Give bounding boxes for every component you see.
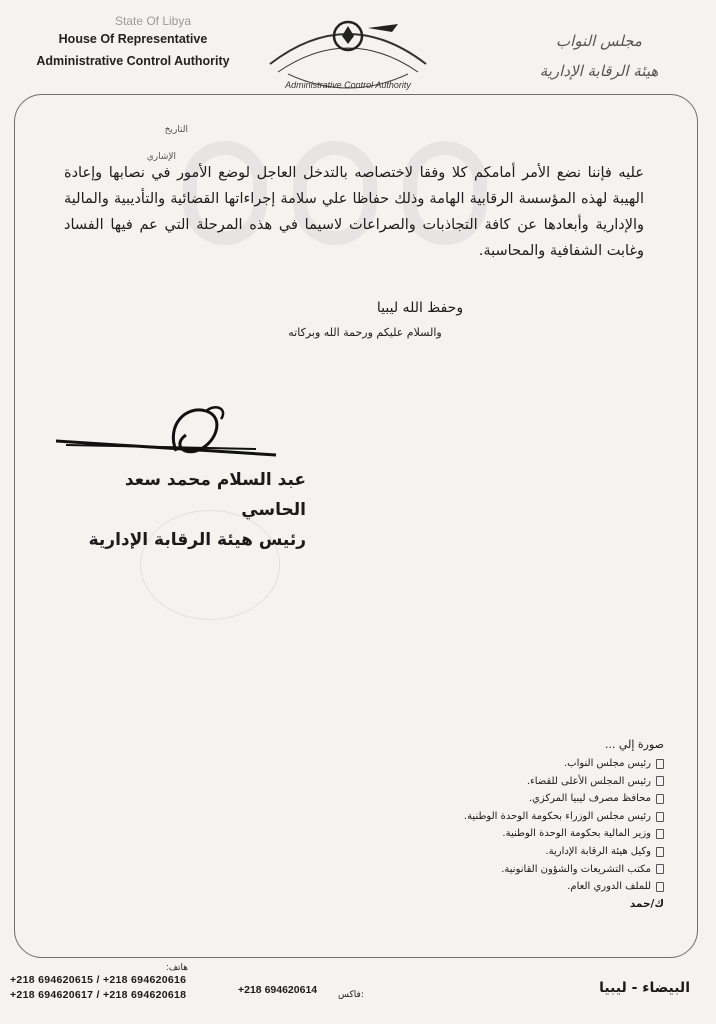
org-name-en-2: Administrative Control Authority <box>36 54 230 68</box>
list-item: وزير المالية بحكومة الوحدة الوطنية. <box>364 825 664 843</box>
phone-line-1: +218 694620615 / +218 694620616 <box>10 974 187 986</box>
list-item: رئيس مجلس الوزراء بحكومة الوحدة الوطنية. <box>364 808 664 826</box>
body-paragraph: عليه فإننا نضع الأمر أمامكم كلا وفقا لاختصاصه بالتدخل العاجل لوضع الأمور في نصابها وإعادة الهيبة لهذه المؤسسة الرقابية الهامة وذلك حفاظا علي سلامة إجراءاتها القضائية والتأديبية والمالية والإدارية وأبعادها عن كافة التجاذبات والصراعات لاسيما في هذه المرحلة التي عم فيها الفساد وغابت الشفافية والمحاسبة. <box>64 165 644 259</box>
list-item: مكتب التشريعات والشؤون القانونية. <box>364 861 664 879</box>
copies-block <box>364 738 664 910</box>
typist-initials: ك/حمد <box>629 897 664 910</box>
document-icon <box>656 759 664 769</box>
list-item: محافظ مصرف ليبيا المركزي. <box>364 790 664 808</box>
header-arabic <box>504 26 694 86</box>
footer-city: البيضاء - ليبيا <box>599 980 690 996</box>
closing-line-1: وحفظ الله ليبيا <box>376 300 464 316</box>
phone-label: هاتف: <box>166 962 188 972</box>
phone-line-2: +218 694620617 / +218 694620618 <box>10 989 187 1001</box>
document-icon <box>656 882 664 892</box>
copies-list <box>364 755 664 896</box>
date-label: التاريخ <box>164 125 188 135</box>
fax-number: +218 694620614 <box>238 984 318 996</box>
copies-heading: صورة إلي ... <box>604 738 664 751</box>
document-icon <box>656 794 664 804</box>
fax-label: فاكس: <box>338 990 364 1000</box>
org-name-ar-1: مجلس النواب <box>556 32 642 50</box>
list-item: للملف الدوري العام. <box>364 878 664 896</box>
document-icon <box>656 776 664 786</box>
org-name-ar-2: هيئة الرقابة الإدارية <box>539 62 659 80</box>
footer-phones <box>10 962 230 1003</box>
reference-label: الإشاري <box>146 152 176 162</box>
list-item: وكيل هيئة الرقابة الإدارية. <box>364 843 664 861</box>
org-name-en-1: House Of Representative <box>58 32 208 46</box>
signatory-title: رئيس هيئة الرقابة الإدارية <box>88 530 306 550</box>
letter-body <box>64 160 644 264</box>
list-item: رئيس مجلس النواب. <box>364 755 664 773</box>
document-icon <box>656 812 664 822</box>
authority-logo <box>258 14 438 94</box>
closing-line-2: والسلام عليكم ورحمة الله وبركاته <box>288 326 442 339</box>
state-label: State Of Libya <box>114 14 192 28</box>
header-english <box>28 14 238 72</box>
signatory-block <box>66 465 306 555</box>
document-icon <box>656 864 664 874</box>
signatory-name: عبد السلام محمد سعد الحاسي <box>124 470 306 520</box>
list-item: رئيس المجلس الأعلى للقضاء. <box>364 773 664 791</box>
document-icon <box>656 829 664 839</box>
document-icon <box>656 847 664 857</box>
svg-text:Administrative Control Authori: Administrative Control Authority <box>285 80 411 90</box>
